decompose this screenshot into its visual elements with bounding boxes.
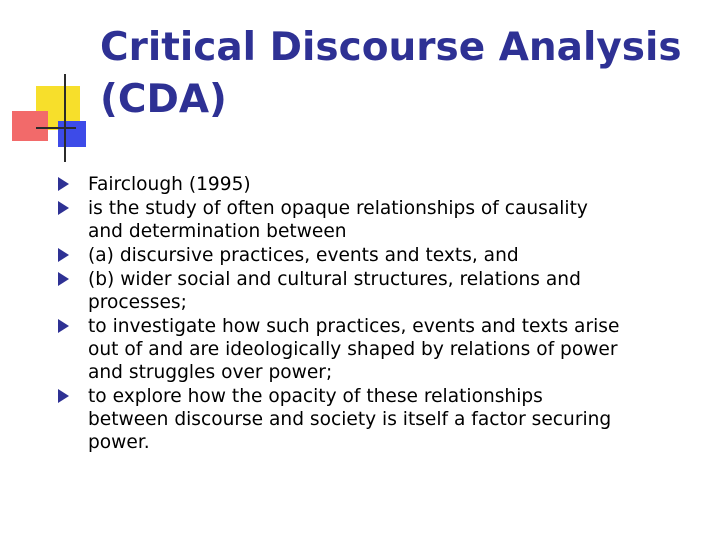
triangle-bullet-icon — [58, 177, 69, 191]
blue-square — [58, 121, 86, 147]
decorative-squares — [0, 0, 100, 170]
triangle-bullet-icon — [58, 389, 69, 403]
vertical-line — [64, 74, 66, 162]
bullet-text — [88, 385, 718, 454]
bullet-text — [88, 244, 718, 267]
bullet-item — [58, 385, 718, 454]
title-line-1: Critical Discourse Analysis — [100, 25, 682, 70]
slide-title — [100, 22, 710, 126]
bullet-text — [88, 268, 718, 314]
bullet-line: (b) wider social and cultural structures, relations and — [88, 269, 581, 290]
bullet-line: (a) discursive practices, events and texts, and — [88, 245, 519, 266]
bullet-item — [58, 244, 718, 267]
bullet-line: is the study of often opaque relationships of causality — [88, 198, 588, 219]
bullet-item — [58, 173, 718, 196]
triangle-bullet-icon — [58, 248, 69, 262]
bullet-list — [58, 173, 718, 455]
triangle-bullet-icon — [58, 319, 69, 333]
red-square — [12, 111, 48, 141]
bullet-item — [58, 315, 718, 384]
bullet-text — [88, 197, 718, 243]
bullet-line: out of and are ideologically shaped by relations of power — [88, 339, 618, 360]
horizontal-line — [36, 127, 76, 129]
title-line-2: (CDA) — [100, 77, 227, 122]
bullet-text — [88, 315, 718, 384]
bullet-line: to explore how the opacity of these relationships — [88, 386, 543, 407]
triangle-bullet-icon — [58, 201, 69, 215]
bullet-item — [58, 268, 718, 314]
triangle-bullet-icon — [58, 272, 69, 286]
bullet-text — [88, 173, 718, 196]
bullet-item — [58, 197, 718, 243]
bullet-line: and determination between — [88, 221, 347, 242]
bullet-line: processes; — [88, 292, 187, 313]
bullet-line: Fairclough (1995) — [88, 174, 251, 195]
bullet-line: between discourse and society is itself a factor securing — [88, 409, 612, 430]
bullet-line: power. — [88, 432, 150, 453]
bullet-line: and struggles over power; — [88, 362, 333, 383]
bullet-line: to investigate how such practices, events and texts arise — [88, 316, 620, 337]
